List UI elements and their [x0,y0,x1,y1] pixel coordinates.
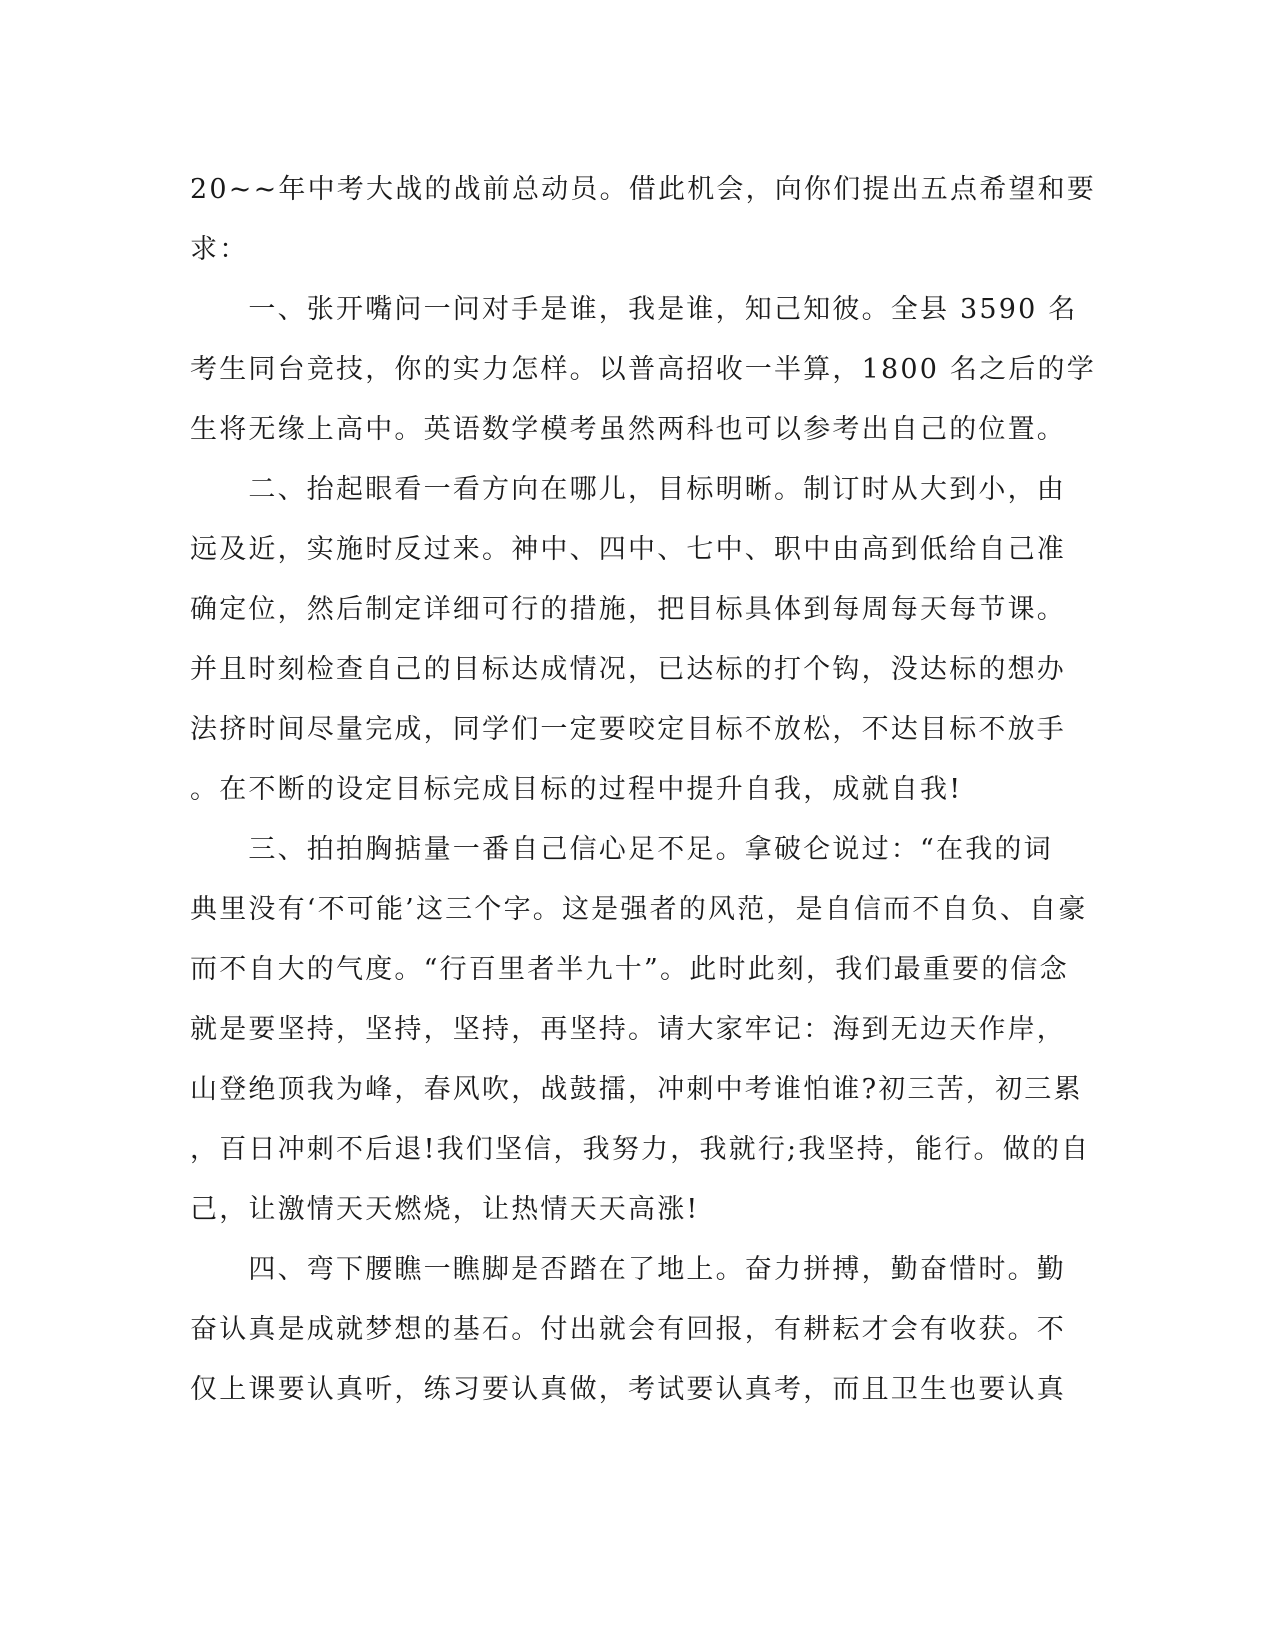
text-line: 三、拍拍胸掂量一番自己信心足不足。拿破仑说过：“在我的词 [190,834,1053,865]
text-line: 考生同台竞技，你的实力怎样。以普高招收一半算，1800 名之后的学 [190,354,1096,385]
text-line: 一、张开嘴问一问对手是谁，我是谁，知己知彼。全县 3590 名 [190,294,1078,325]
text-line: 并且时刻检查自己的目标达成情况，已达标的打个钩，没达标的想办 [190,654,1066,685]
text-line: 四、弯下腰瞧一瞧脚是否踏在了地上。奋力拼搏，勤奋惜时。勤 [190,1254,1066,1285]
text-line: 生将无缘上高中。英语数学模考虽然两科也可以参考出自己的位置。 [190,414,1066,445]
text-line: 求： [190,234,249,265]
text-line: 奋认真是成就梦想的基石。付出就会有回报，有耕耘才会有收获。不 [190,1314,1066,1345]
text-line: 己，让激情天天燃烧，让热情天天高涨! [190,1194,700,1225]
text-line: 山登绝顶我为峰，春风吹，战鼓擂，冲刺中考谁怕谁?初三苦，初三累 [190,1074,1083,1105]
text-line: 而不自大的气度。“行百里者半九十”。此时此刻，我们最重要的信念 [190,954,1069,985]
text-line: 。在不断的设定目标完成目标的过程中提升自我，成就自我! [190,774,963,805]
text-line: 确定位，然后制定详细可行的措施，把目标具体到每周每天每节课。 [190,594,1066,625]
text-line: 就是要坚持，坚持，坚持，再坚持。请大家牢记：海到无边天作岸， [190,1014,1066,1045]
document-body [190,160,1097,1420]
text-line: 远及近，实施时反过来。神中、四中、七中、职中由高到低给自己准 [190,534,1066,565]
text-line: 二、抬起眼看一看方向在哪儿，目标明晰。制订时从大到小，由 [190,474,1066,505]
text-line: 仅上课要认真听，练习要认真做，考试要认真考，而且卫生也要认真 [190,1374,1066,1405]
text-line: 法挤时间尽量完成，同学们一定要咬定目标不放松，不达目标不放手 [190,714,1066,745]
text-line: 20~~年中考大战的战前总动员。借此机会，向你们提出五点希望和要 [190,174,1097,205]
text-line: 典里没有‘不可能’这三个字。这是强者的风范，是自信而不自负、自豪 [190,894,1088,925]
text-line: ，百日冲刺不后退!我们坚信，我努力，我就行;我坚持，能行。做的自 [190,1134,1091,1165]
